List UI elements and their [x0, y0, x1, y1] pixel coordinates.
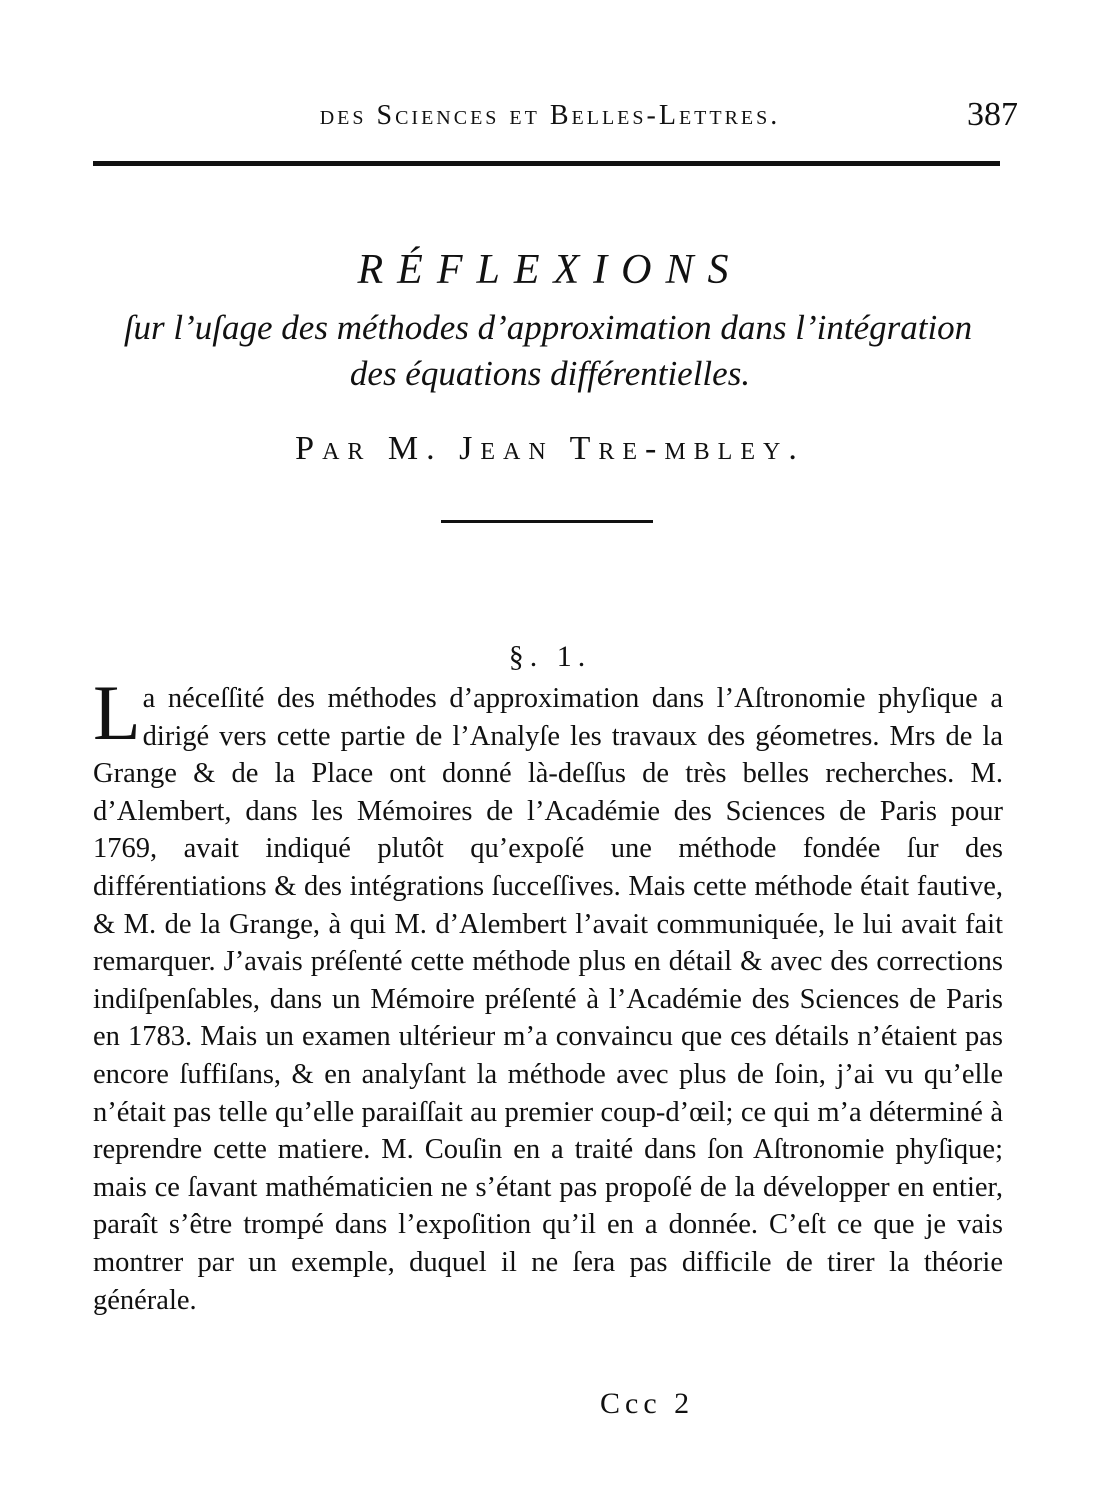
article-subtitle-line-2: des équations différentielles. [349, 354, 751, 393]
header-rule [93, 161, 1000, 166]
author-line: Par M. Jean Tre-mbley. [295, 430, 805, 467]
printer-signature: Ccc 2 [600, 1387, 695, 1420]
page-number: 387 [967, 96, 1018, 133]
body-paragraph [93, 669, 1003, 1319]
article-subtitle-line-1: ſur l’uſage des méthodes d’approximation dans l’intégration [123, 308, 973, 347]
paragraph-text: a néceſſité des méthodes d’approximation dans l’Aſtronomie phyſique a dirigé vers cette partie de l’Analyſe les travaux des géometres. Mrs de la Grange & de la Place ont donné là-deſſus de très belles recherches. M. d’Alembert, dans les Mémoires de l’Académie des Sciences de Paris pour 1769, avait indiqué plutôt qu’expoſé une méthode fondée ſur des différentiations & des intégrations ſucceſſives. Mais cette méthode était fautive, & M. de la Grange, à qui M. d’Alembert l’avait communiquée, le lui avait fait remarquer. J’avais préſenté cette méthode plus en détail & avec des corrections indiſpenſables, dans un Mémoire préſenté à l’Académie des Sciences de Paris en 1783. Mais un examen ultérieur m’a convaincu que ces détails n’étaient pas encore ſuffiſans, & en analyſant la méthode avec plus de ſoin, j’ai vu qu’elle n’était pas telle qu’elle paraiſſait au premier coup-d’œil; ce qui m’a déterminé à reprendre cette matiere. M. Couſin en a traité dans ſon Aſtronomie phyſique; mais ce ſavant mathématicien ne s’étant pas propoſé de la développer en entier, paraît s’être trompé dans l’expoſition qu’il en a donnée. C’eſt ce que je vais montrer par un exemple, duquel il ne ſera pas difficile de tirer la théorie générale. [93, 683, 1003, 1316]
title-divider-rule [441, 520, 653, 523]
article-title: RÉFLEXIONS [357, 247, 743, 293]
running-header-title: des Sciences et Belles-Lettres. [319, 100, 781, 131]
section-number: §. 1. [508, 640, 592, 673]
drop-cap: L [93, 669, 141, 756]
